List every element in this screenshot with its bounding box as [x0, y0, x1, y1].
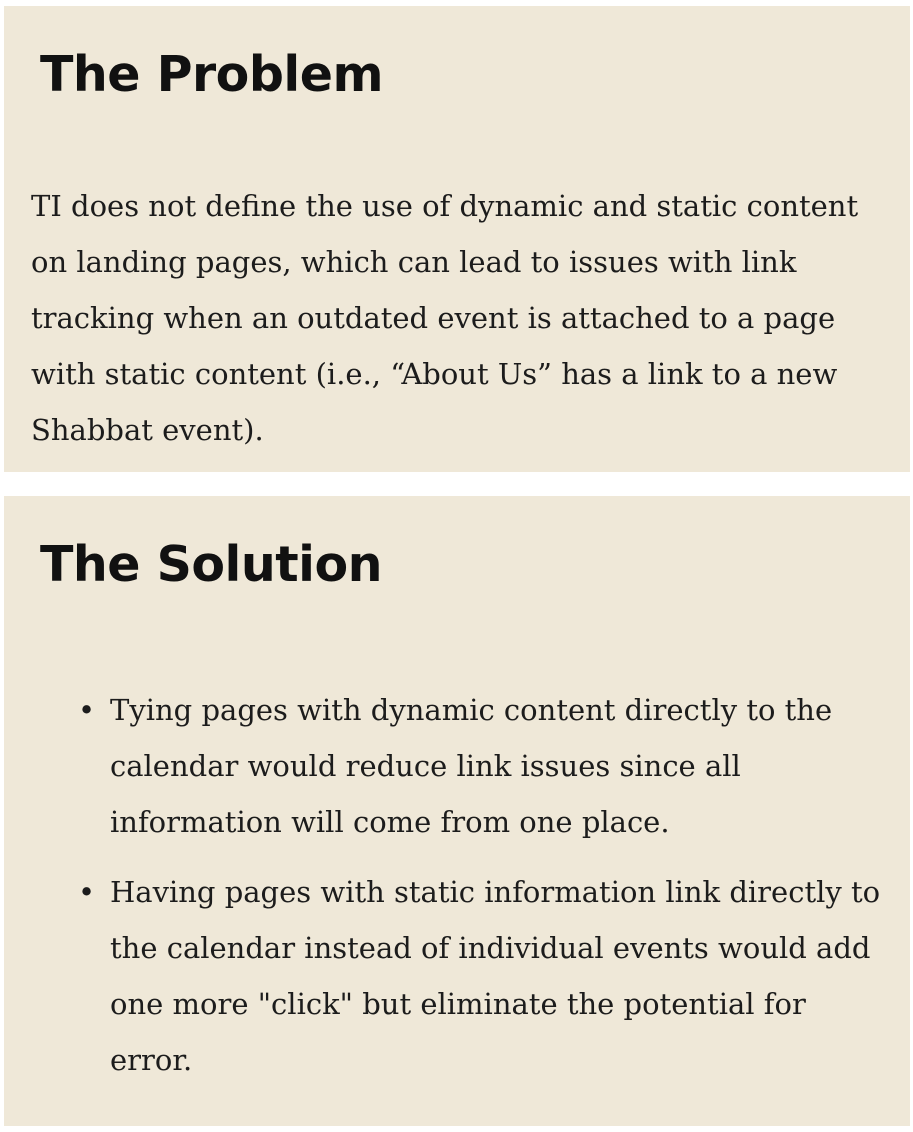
problem-section	[4, 6, 910, 472]
list-item	[78, 682, 890, 850]
bullet-text: Having pages with static information link directly to the calendar instead of individual events would add one more "click" but eliminate the potential for error.	[110, 875, 881, 1077]
problem-description: TI does not define the use of dynamic and static content on landing pages, which can lead to issues with link tracking when an outdated event is attached to a page with static content (i.e., “About Us” has a link to a new Shabbat event).	[31, 189, 859, 447]
solution-section	[4, 496, 910, 1126]
problem-heading: The Problem	[40, 46, 384, 103]
solution-bullet-list	[78, 682, 890, 1102]
bullet-icon: •	[78, 875, 96, 909]
bullet-icon: •	[78, 693, 96, 727]
list-item	[78, 864, 890, 1088]
bullet-text: Tying pages with dynamic content directly to the calendar would reduce link issues since all information will come from one place.	[110, 693, 833, 839]
solution-heading: The Solution	[40, 536, 383, 593]
